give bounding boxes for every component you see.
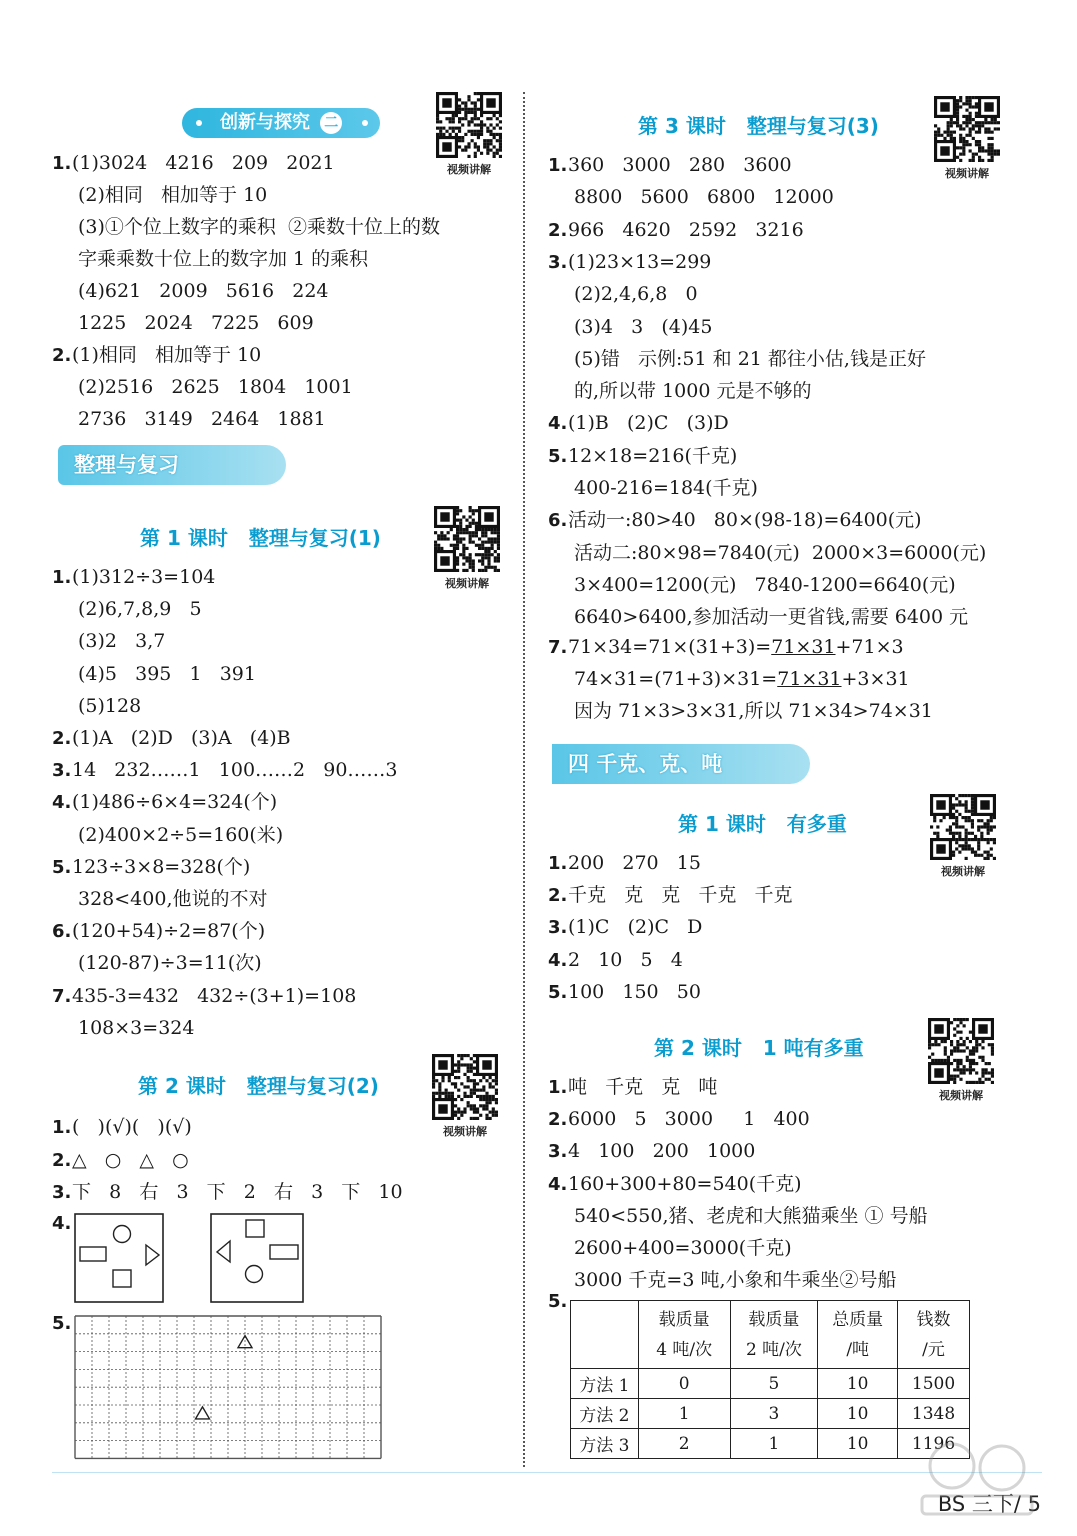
answer-text: 540<550,猪、老虎和大熊猫乘坐 ① 号船 bbox=[574, 1204, 928, 1227]
answer-text: 2 10 5 4 bbox=[568, 948, 683, 971]
qr-code-innovation[interactable] bbox=[436, 92, 502, 177]
qr-caption: 视频讲解 bbox=[443, 1125, 487, 1138]
header-text: 总质量 bbox=[832, 1309, 884, 1330]
question-number: 1. bbox=[548, 1077, 568, 1098]
answer-line bbox=[548, 979, 701, 1006]
table-cell: 1 bbox=[730, 1429, 818, 1459]
answer-line bbox=[52, 310, 314, 336]
question-number: 2. bbox=[548, 1109, 568, 1131]
answer-line bbox=[52, 564, 215, 591]
answer-line bbox=[548, 572, 956, 598]
answer-text: △ ○ △ ○ bbox=[72, 1148, 189, 1171]
answer-text: 2600+400=3000(千克) bbox=[574, 1237, 792, 1259]
answer-line bbox=[52, 725, 291, 752]
header-text: /元 bbox=[922, 1339, 945, 1360]
table-row bbox=[571, 1369, 970, 1399]
answer-line bbox=[52, 918, 265, 945]
lesson2-q4-label: 4. bbox=[52, 1213, 72, 1234]
table-cell: 1 bbox=[638, 1399, 730, 1429]
qr-code-lesson1[interactable] bbox=[434, 506, 500, 591]
table-cell: 10 bbox=[818, 1399, 898, 1429]
answer-text: 100 150 50 bbox=[568, 980, 701, 1003]
answer-text: 活动一:80>40 80×(98-18)=6400(元) bbox=[568, 509, 922, 532]
question-number: 4. bbox=[548, 413, 568, 435]
answer-line bbox=[548, 604, 968, 630]
answer-line bbox=[548, 1106, 810, 1133]
answer-line bbox=[52, 693, 141, 719]
answer-text: 3×400=1200(元) 7840-1200=6640(元) bbox=[574, 573, 956, 596]
qr-caption: 视频讲解 bbox=[445, 577, 489, 590]
answer-text: 123÷3×8=328(个) bbox=[72, 855, 251, 878]
answer-text: 活动二:80×98=7840(元) 2000×3=6000(元) bbox=[574, 541, 987, 564]
table-header-cell bbox=[818, 1301, 898, 1369]
answer-line bbox=[548, 152, 792, 179]
answer-line bbox=[52, 757, 398, 784]
answer-text: (1)23×13=299 bbox=[568, 250, 712, 273]
answer-text: 1225 2024 7225 609 bbox=[78, 312, 314, 334]
answer-text: (120-87)÷3=11(次) bbox=[78, 952, 262, 975]
qr-caption: 视频讲解 bbox=[939, 1089, 983, 1102]
table-cell: 10 bbox=[818, 1429, 898, 1459]
answer-line bbox=[548, 507, 922, 534]
question-number: 6. bbox=[52, 921, 72, 943]
table-cell: 3 bbox=[730, 1399, 818, 1429]
answer-line bbox=[548, 947, 683, 974]
answer-line bbox=[548, 314, 712, 340]
header-text: 载质量 bbox=[658, 1309, 710, 1330]
table-cell: 0 bbox=[638, 1369, 730, 1399]
table-cell: 10 bbox=[818, 1369, 898, 1399]
answer-text: (120+54)÷2=87(个) bbox=[72, 920, 266, 943]
header-text: 2 吨/次 bbox=[745, 1339, 802, 1360]
answer-text: (2)2516 2625 1804 1001 bbox=[78, 376, 353, 398]
question-number: 3. bbox=[52, 760, 72, 782]
answer-line bbox=[52, 342, 261, 369]
table-cell: 1500 bbox=[898, 1369, 970, 1399]
answer-text: 2736 3149 2464 1881 bbox=[78, 408, 326, 430]
answer-line bbox=[52, 950, 262, 976]
answer-text: (1)3024 4216 209 2021 bbox=[72, 152, 335, 174]
answer-line bbox=[52, 1179, 403, 1206]
question-number: 5. bbox=[52, 856, 72, 878]
table-header-cell bbox=[638, 1301, 730, 1369]
answer-text: 的,所以带 1000 元是不够的 bbox=[574, 380, 812, 403]
answer-line bbox=[52, 1147, 189, 1174]
answer-line bbox=[52, 886, 268, 912]
answer-text: (4)621 2009 5616 224 bbox=[78, 280, 329, 302]
answer-text: (4)5 395 1 391 bbox=[78, 662, 256, 685]
answer-line bbox=[548, 410, 729, 437]
answer-line bbox=[548, 184, 834, 210]
answer-line bbox=[548, 1138, 755, 1165]
question-number: 6. bbox=[548, 510, 568, 532]
lesson2-title: 第 2 课时 整理与复习(2) bbox=[138, 1074, 379, 1098]
answer-text: 4 100 200 1000 bbox=[568, 1140, 756, 1163]
question-number: 3. bbox=[548, 1141, 568, 1163]
answer-line bbox=[52, 789, 277, 816]
innovation-banner-text: 创新与探究 bbox=[220, 112, 310, 133]
unit4-lesson1-title: 第 1 课时 有多重 bbox=[678, 812, 847, 836]
header-text: 4 吨/次 bbox=[656, 1339, 713, 1360]
answer-line bbox=[52, 628, 165, 654]
question-number: 1. bbox=[52, 1117, 72, 1138]
answer-text: (3)①个位上数字的乘积 ②乘数十位上的数 bbox=[78, 216, 440, 238]
lesson2-q5-label: 5. bbox=[52, 1313, 72, 1334]
answer-text: (1)C (2)C D bbox=[568, 916, 703, 939]
table-cell: 1348 bbox=[898, 1399, 970, 1429]
answer-text: 200 270 15 bbox=[568, 852, 701, 874]
answer-text: (3)2 3,7 bbox=[78, 630, 166, 653]
answer-line bbox=[52, 182, 267, 208]
answer-text: (3)4 3 (4)45 bbox=[574, 315, 713, 338]
answer-text: 400-216=184(千克) bbox=[574, 477, 758, 499]
question-number: 5. bbox=[548, 981, 568, 1003]
table-cell: 方法 3 bbox=[571, 1429, 639, 1459]
movement-grid-figure bbox=[74, 1314, 382, 1460]
question-number: 2. bbox=[548, 885, 568, 907]
question-number: 2. bbox=[52, 345, 72, 366]
watermark-logo bbox=[902, 1436, 1052, 1522]
question-number: 4. bbox=[548, 1173, 568, 1195]
question-number: 2. bbox=[52, 728, 72, 749]
answer-text: 6000 5 3000 1 400 bbox=[568, 1108, 810, 1131]
answer-line bbox=[548, 850, 701, 877]
table-row bbox=[571, 1399, 970, 1429]
answer-text: (1)A (2)D (3)A (4)B bbox=[72, 727, 291, 749]
qr-code-lesson2[interactable] bbox=[432, 1054, 498, 1139]
answer-text: (1)486÷6×4=324(个) bbox=[72, 791, 278, 814]
table-cell: 2 bbox=[638, 1429, 730, 1459]
header-text: /吨 bbox=[846, 1339, 870, 1360]
answer-line bbox=[548, 914, 702, 941]
answer-line bbox=[52, 1114, 192, 1141]
question-number: 5. bbox=[548, 445, 568, 467]
answer-text: 12×18=216(千克) bbox=[568, 444, 738, 467]
answer-text: (2)6,7,8,9 5 bbox=[78, 598, 202, 621]
table-header-cell bbox=[571, 1301, 639, 1369]
answer-text: (1)相同 相加等于 10 bbox=[72, 344, 262, 366]
table-cell: 1196 bbox=[898, 1429, 970, 1459]
unit4-lesson2-title: 第 2 课时 1 吨有多重 bbox=[654, 1036, 864, 1060]
answer-text: 160+300+80=540(千克) bbox=[568, 1172, 802, 1195]
answer-line bbox=[52, 406, 326, 432]
answer-line bbox=[548, 882, 792, 909]
qr-caption: 视频讲解 bbox=[447, 163, 491, 176]
review-unit-banner: 整理与复习 bbox=[58, 445, 286, 485]
answer-line bbox=[548, 249, 711, 276]
answer-text: (1)312÷3=104 bbox=[72, 566, 216, 588]
table-cell: 方法 2 bbox=[571, 1399, 639, 1429]
question-number: 4. bbox=[548, 949, 568, 971]
header-text: 钱数 bbox=[916, 1309, 951, 1330]
answer-line bbox=[52, 854, 250, 881]
table-header-cell bbox=[730, 1301, 818, 1369]
table-header-row bbox=[571, 1301, 970, 1369]
qr-caption: 视频讲解 bbox=[945, 167, 989, 180]
answer-text: 8800 5600 6800 12000 bbox=[574, 186, 834, 209]
table-header-cell bbox=[898, 1301, 970, 1369]
answer-line bbox=[52, 661, 256, 687]
lesson3-q7-line3: 因为 71×3>3×31,所以 71×34>74×31 bbox=[574, 700, 933, 722]
unit4-banner: 四 千克、克、吨 bbox=[552, 744, 810, 784]
answer-text: (2)400×2÷5=160(米) bbox=[78, 823, 284, 846]
answer-line bbox=[548, 475, 758, 501]
header-text: 载质量 bbox=[748, 1309, 800, 1330]
answer-text: 3000 千克=3 吨,小象和牛乘坐②号船 bbox=[574, 1269, 897, 1292]
answer-text: 14 232……1 100……2 90……3 bbox=[72, 759, 398, 782]
answer-text: 966 4620 2592 3216 bbox=[568, 218, 804, 241]
question-number: 2. bbox=[52, 1149, 72, 1171]
answer-text: (5)128 bbox=[78, 694, 142, 717]
answer-line bbox=[548, 1235, 792, 1261]
question-number: 3. bbox=[548, 917, 568, 939]
answer-line bbox=[548, 378, 811, 404]
answer-line bbox=[52, 214, 440, 240]
qr-caption: 视频讲解 bbox=[941, 865, 985, 878]
question-number: 1. bbox=[52, 153, 72, 174]
answer-line bbox=[548, 1203, 928, 1229]
qr-code-lesson3[interactable] bbox=[934, 96, 1000, 181]
innovation-banner bbox=[182, 108, 380, 138]
answer-line bbox=[52, 278, 329, 304]
qr-code-unit4-lesson1[interactable] bbox=[930, 794, 996, 879]
answer-line bbox=[52, 596, 202, 622]
table-cell: 方法 1 bbox=[571, 1369, 639, 1399]
answer-text: 108×3=324 bbox=[78, 1016, 195, 1039]
bottom-rule bbox=[52, 1472, 1042, 1473]
answer-text: 435-3=432 432÷(3+1)=108 bbox=[72, 984, 357, 1007]
page-footer: BS 三下/ 5 bbox=[937, 1492, 1041, 1516]
question-number: 3. bbox=[52, 1182, 72, 1203]
answer-line bbox=[548, 1074, 717, 1101]
answer-text: 字乘乘数十位上的数字加 1 的乘积 bbox=[78, 248, 369, 270]
table-cell: 5 bbox=[730, 1369, 818, 1399]
answer-line bbox=[548, 346, 926, 372]
answer-text: 下 8 右 3 下 2 右 3 下 10 bbox=[72, 1181, 403, 1203]
answer-text: 千克 克 克 千克 千克 bbox=[568, 884, 793, 907]
lesson3-title: 第 3 课时 整理与复习(3) bbox=[638, 114, 879, 138]
answer-line bbox=[52, 983, 356, 1010]
answer-text: ( )(√)( )(√) bbox=[72, 1116, 192, 1138]
answer-line bbox=[548, 1171, 802, 1198]
answer-line bbox=[548, 443, 737, 470]
answer-line bbox=[52, 374, 353, 400]
question-number: 1. bbox=[548, 155, 568, 176]
answer-line bbox=[52, 246, 368, 272]
answer-text: (1)B (2)C (3)D bbox=[568, 412, 729, 435]
question-number: 7. bbox=[52, 985, 72, 1007]
answer-line bbox=[52, 150, 335, 177]
answer-text: 328<400,他说的不对 bbox=[78, 888, 268, 910]
answer-line bbox=[548, 1267, 896, 1293]
question-number: 4. bbox=[52, 792, 72, 814]
question-number: 2. bbox=[548, 219, 568, 241]
question-number: 1. bbox=[52, 567, 72, 588]
lesson1-title: 第 1 课时 整理与复习(1) bbox=[140, 526, 381, 550]
answer-line bbox=[548, 217, 804, 244]
answer-line bbox=[548, 281, 698, 307]
answer-text: (2)相同 相加等于 10 bbox=[78, 184, 268, 206]
shape-arrangement-figure bbox=[74, 1212, 306, 1306]
answer-line bbox=[52, 822, 283, 848]
unit4-lesson2-q5-label: 5. bbox=[548, 1291, 568, 1312]
answer-text: 360 3000 280 3600 bbox=[568, 154, 792, 176]
column-divider bbox=[523, 92, 525, 1467]
answer-text: 6640>6400,参加活动一更省钱,需要 6400 元 bbox=[574, 606, 969, 629]
lesson3-q7-line1: 7.71×34=71×(31+3)=71×31+71×3 bbox=[548, 636, 904, 658]
innovation-badge: 二 bbox=[320, 112, 342, 134]
answer-text: (2)2,4,6,8 0 bbox=[574, 283, 698, 306]
answer-text: (5)错 示例:51 和 21 都往小估,钱是正好 bbox=[574, 347, 926, 370]
answer-line bbox=[548, 540, 986, 566]
answer-text: 吨 千克 克 吨 bbox=[568, 1076, 718, 1098]
question-number: 1. bbox=[548, 853, 568, 874]
answer-line bbox=[52, 1015, 194, 1041]
question-number: 3. bbox=[548, 251, 568, 273]
qr-code-unit4-lesson2[interactable] bbox=[928, 1018, 994, 1103]
lesson3-q7-line2: 74×31=(71+3)×31=71×31+3×31 bbox=[574, 668, 910, 690]
